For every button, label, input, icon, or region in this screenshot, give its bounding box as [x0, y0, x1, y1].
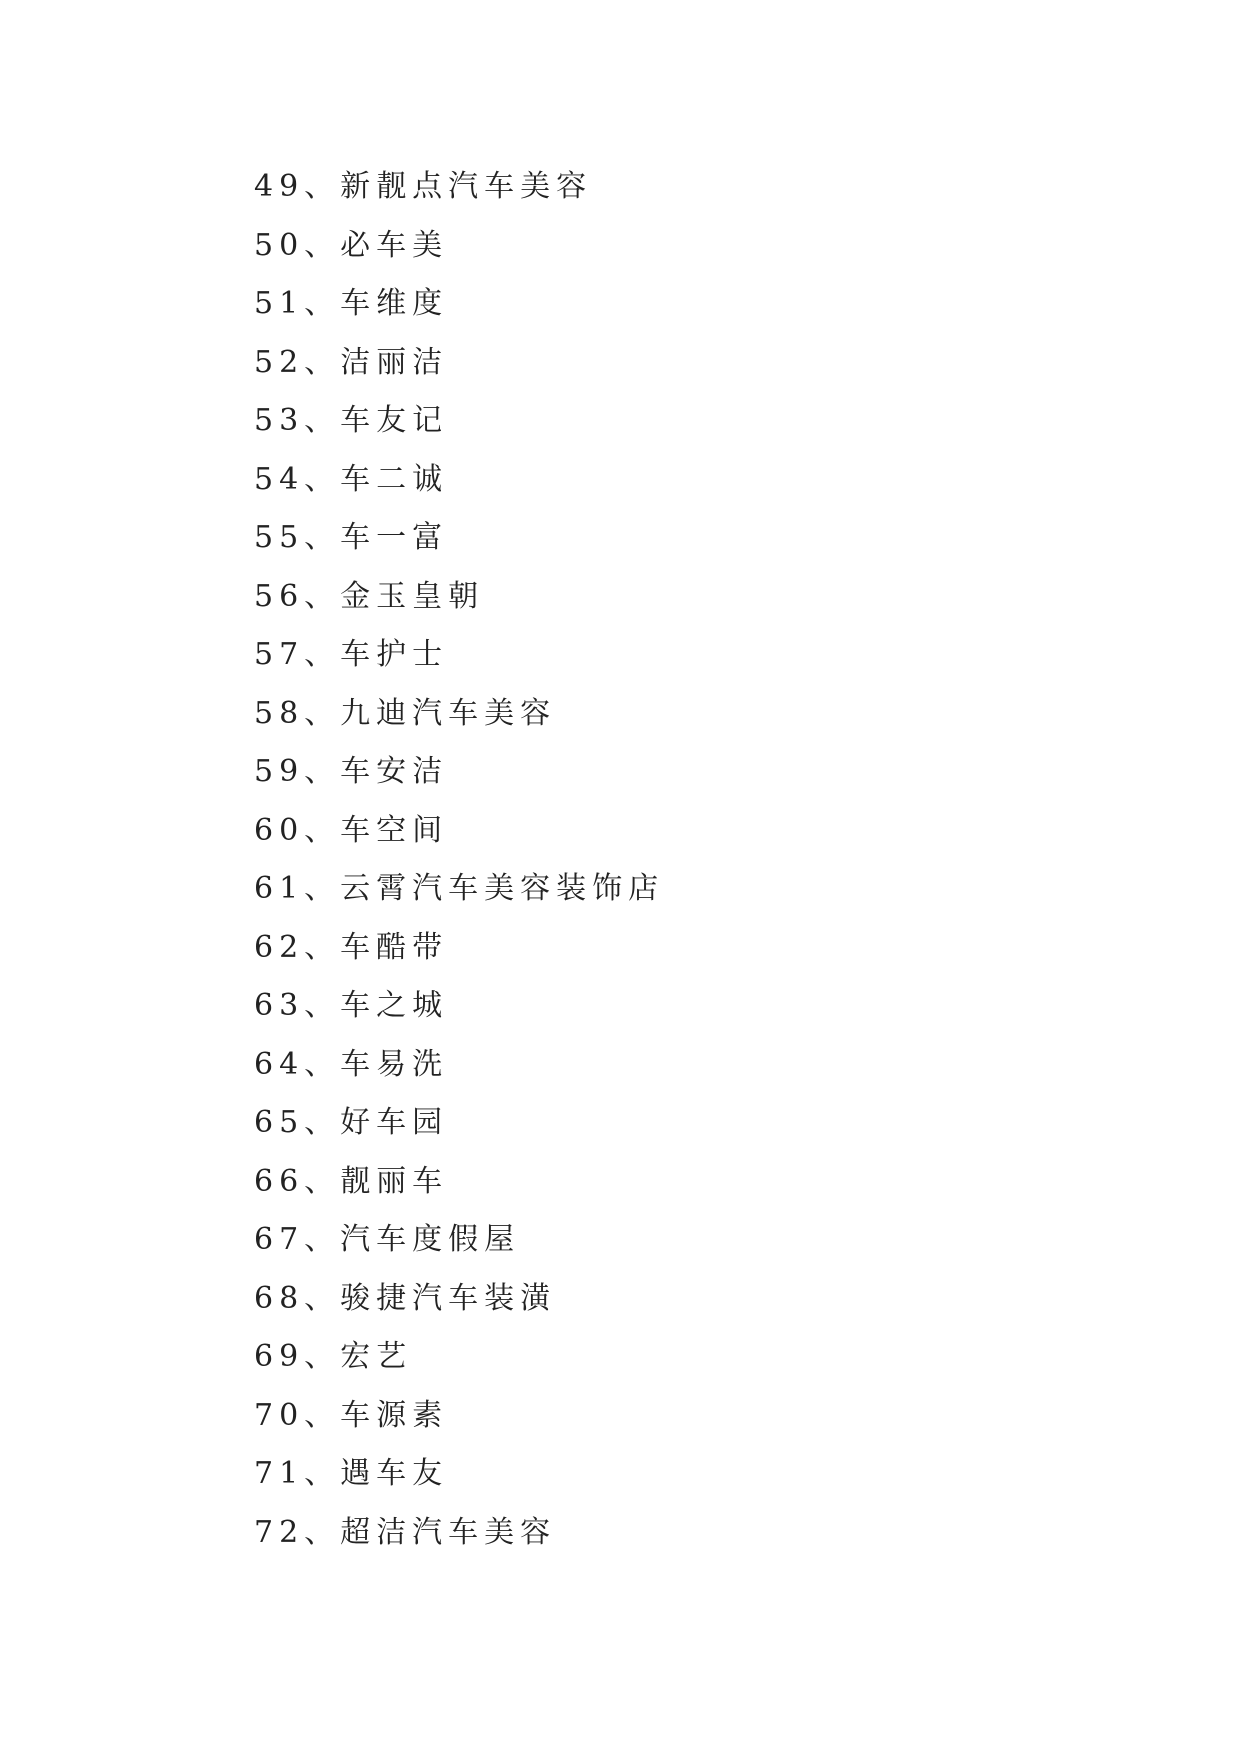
list-item: 62、车酷带: [254, 929, 449, 965]
list-item: 72、超洁汽车美容: [254, 1514, 557, 1550]
list-item: 52、洁丽洁: [254, 344, 449, 380]
list-item: 64、车易洗: [254, 1046, 449, 1082]
list-item: 57、车护士: [254, 637, 449, 672]
list-item: 67、汽车度假屋: [254, 1222, 521, 1257]
list-item: 71、遇车友: [254, 1456, 449, 1491]
list-item: 50、必车美: [254, 227, 449, 263]
list-item: 56、金玉皇朝: [254, 578, 485, 614]
list-item: 68、骏捷汽车装潢: [254, 1280, 557, 1316]
list-item: 60、车空间: [254, 812, 449, 848]
list-item: 63、车之城: [254, 988, 449, 1023]
list-item: 49、新靓点汽车美容: [254, 169, 593, 204]
list-item: 69、宏艺: [254, 1339, 413, 1374]
list-item: 66、靓丽车: [254, 1163, 449, 1199]
list-item: 53、车友记: [254, 403, 449, 438]
list-item: 61、云霄汽车美容装饰店: [254, 871, 665, 906]
name-list: [254, 158, 664, 1562]
list-item: 54、车二诚: [254, 461, 449, 497]
list-item: 59、车安洁: [254, 754, 449, 789]
list-item: 65、好车园: [254, 1105, 449, 1140]
list-item: 70、车源素: [254, 1397, 449, 1433]
list-item: 58、九迪汽车美容: [254, 695, 557, 731]
list-item: 55、车一富: [254, 520, 449, 555]
list-item: 51、车维度: [254, 286, 449, 321]
